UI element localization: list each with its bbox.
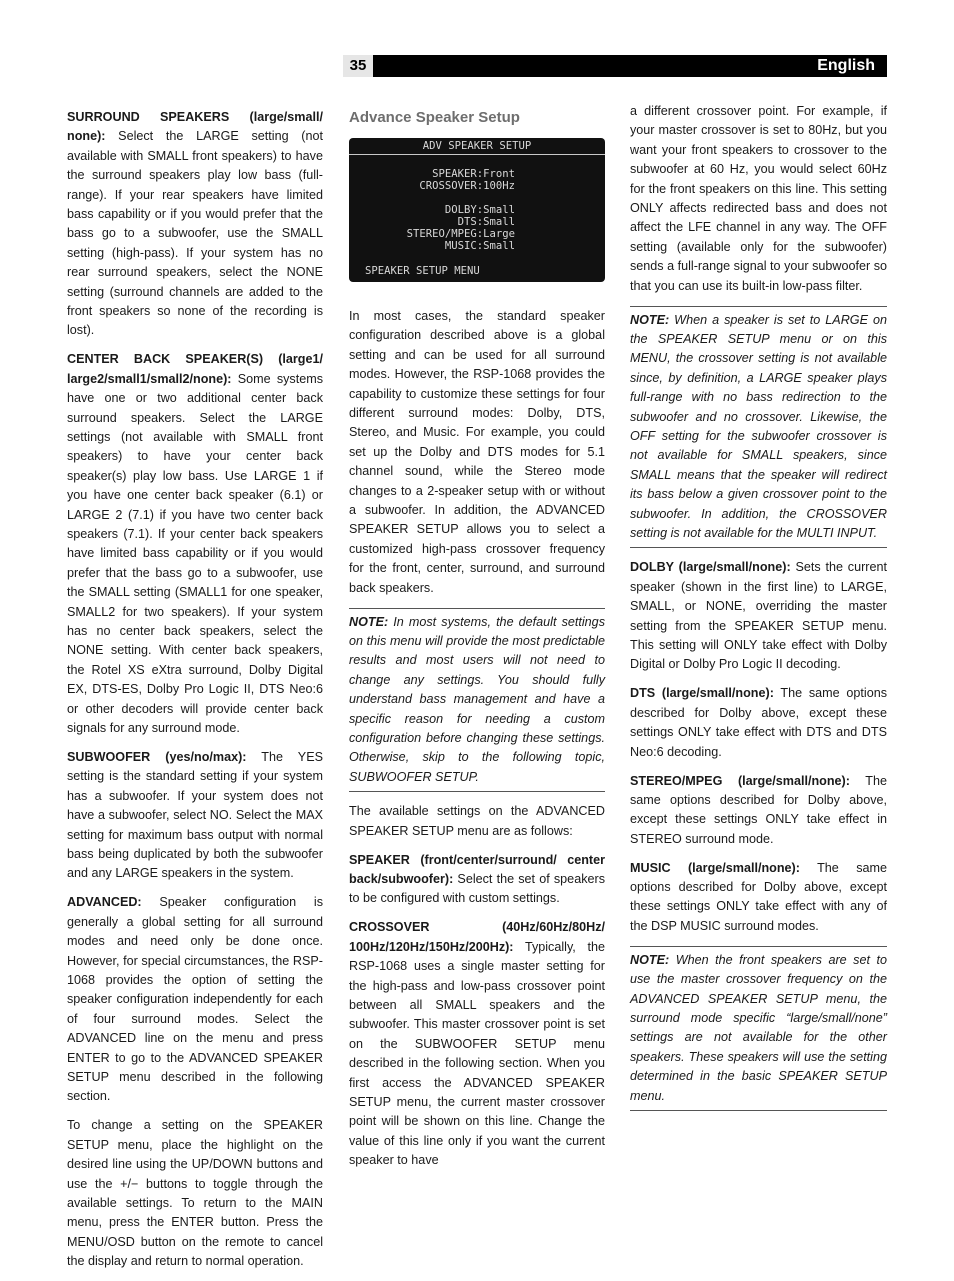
column-middle: [349, 108, 605, 1180]
language-label: English: [817, 57, 875, 74]
osd-line-stereo: STEREO/MPEG:Large: [406, 228, 515, 240]
text-music: The same options described for Dolby above, except these settings ONLY take effect with any of the DSP MUSIC surround modes.: [630, 860, 887, 933]
paragraph-dolby: [630, 558, 887, 674]
text-dts: The same options described for Dolby above, except these settings ONLY take effect with DTS and DTS Neo:6 decoding.: [630, 686, 887, 759]
heading-stereo: STEREO/MPEG (large/small/none):: [630, 773, 850, 788]
section-title: Advance Speaker Setup: [349, 109, 520, 126]
paragraph-intro: In most cases, the standard speaker configuration described above is a global setting and can be used for all surround modes. However, the RSP-1068 provides the capability to customize these settings for four different surround modes: Dolby, DTS, Stereo, and Music. For example, you could set up the Dolby and DTS modes for 5.1 channel sound, while the Stereo mode changes to a 2-speaker setup with or without a subwoofer. In addition, the ADVANCED SPEAKER SETUP allows you to select a customized high-pass crossover frequency for the front, center, surround, and surround back speakers.: [349, 309, 605, 595]
heading-surround: SURROUND SPEAKERS (large/small/ none):: [67, 110, 323, 144]
note-text: In most systems, the default settings on this menu will provide the most predictable results and most users will not need to change any settings. You should fully understand bass management and have a specific reason for needing a custom configuration before changing these settings. Otherwise, skip to the following topic, SUBWOOFER SETUP.: [349, 614, 605, 784]
heading-speaker: SPEAKER (front/center/surround/ center back/subwoofer):: [349, 852, 605, 886]
note-label: NOTE:: [349, 614, 389, 629]
osd-title: ADV SPEAKER SETUP: [422, 140, 532, 152]
text-crossover: Typically, the RSP-1068 uses a single master setting for the high-pass and low-pass crossover point between all SMALL speakers and the subwoofer. This master crossover point is set on the SUBWOOFER SETUP menu described in the following section. When you first access the ADVANCED SPEAKER SETUP menu, the current master crossover point will be shown on this line. Change the value of this line only if you want the current speaker to have: [349, 939, 605, 1168]
paragraph-stereo: [630, 772, 887, 850]
heading-center-back: CENTER BACK SPEAKER(S) (large1/ large2/small1/small2/none):: [67, 352, 323, 386]
paragraph-subwoofer: [67, 748, 323, 884]
paragraph-speaker: [349, 851, 605, 909]
paragraph-surround: [67, 108, 323, 341]
osd-screen: [349, 138, 605, 282]
osd-line-speaker: SPEAKER:Front: [432, 168, 515, 180]
column-right: [630, 102, 887, 1121]
paragraph-advanced: [67, 893, 323, 1106]
paragraph-music: [630, 859, 887, 937]
heading-advanced: ADVANCED:: [67, 895, 142, 910]
text-center-back: Some systems have one or two additional center back surround speakers. Select the LARGE settings (not available with SMALL front speakers) to have your center back speaker(s) play low bass. Use LARGE 1 if you have one center back speaker (6.1) or LARGE 2 (7.1) if you have two center back speakers (7.1). If your center back speakers have limited bass capability or if you would prefer that the bass go to a subwoofer, use the SMALL setting (SMALL1 for one speaker, SMALL2 for two speakers). If your system has no center back speakers, select the NONE setting. With center back speakers, the Rotel XS eXtra surround, Dolby Digital EX, DTS-ES, Dolby Pro Logic II, DTS Neo:6 or other decoders will provide center back signals for any surround mode.: [67, 371, 323, 736]
osd-footer: SPEAKER SETUP MENU: [365, 265, 480, 277]
text-dolby: Sets the current speaker (shown in the first line) to LARGE, SMALL, or NONE, overriding the master setting from the SPEAKER SETUP menu. This setting will ONLY take effect with Dolby Digital or Dolby Pro Logic II decoding.: [630, 560, 887, 672]
note-label: NOTE:: [630, 312, 670, 327]
paragraph-crossover-continued: a different crossover point. For example, if your master crossover is set to 80Hz, but you want your front speakers to crossover to the subwoofer at 60 Hz, you would select 60Hz for the front speakers on this line. This setting ONLY affects redirected bass and does not affect the LFE channel in any way. The OFF setting (available only for the subwoofer) sends a full-range signal to your subwoofer so that you can use its built-in low-pass filter.: [630, 104, 887, 293]
text-surround: Select the LARGE setting (not available with SMALL front speakers) to have the surround speakers play low bass (full-range). If your rear speakers have limited bass capability or if you would prefer that the bass go to a subwoofer, use the SMALL setting (high-pass). If your system has no rear surround speakers, select the NONE setting (surround channels are added to the front speakers so none of the recording is lost).: [67, 129, 323, 338]
paragraph-change-setting: To change a setting on the SPEAKER SETUP menu, place the highlight on the desired line using the UP/DOWN buttons and use the +/− buttons to toggle through the available settings. To return to the MAIN menu, press the ENTER button. Press the MENU/OSD button on the remote to cancel the display and return to normal operation.: [67, 1118, 323, 1269]
osd-line-crossover: CROSSOVER:100Hz: [419, 180, 515, 192]
osd-line-music: MUSIC:Small: [444, 240, 515, 252]
page-header-bar: [343, 55, 887, 77]
osd-divider: [349, 154, 605, 155]
heading-dts: DTS (large/small/none):: [630, 686, 774, 701]
heading-dolby: DOLBY (large/small/none):: [630, 560, 791, 575]
text-subwoofer: The YES setting is the standard setting if your system has a subwoofer. If your system does not have a subwoofer, select NO. Select the MAX setting for maximum bass output with normal bass being duplicated by both the subwoofer and any LARGE speakers in the system.: [67, 750, 324, 881]
note-text: When the front speakers are set to use the master crossover frequency on the ADVANCED SPEAKER SETUP menu, the surround mode specific “large/small/none” settings are not available for the other speakers. These speakers will use the setting determined in the basic SPEAKER SETUP menu.: [630, 952, 887, 1103]
note-label: NOTE:: [630, 952, 670, 967]
heading-crossover: CROSSOVER (40Hz/60Hz/80Hz/ 100Hz/120Hz/150Hz/200Hz):: [349, 920, 605, 954]
osd-line-dolby: DOLBY:Small: [444, 204, 515, 216]
note-box-front: [630, 946, 887, 1111]
paragraph-crossover: [349, 918, 605, 1170]
page-number: 35: [343, 55, 373, 77]
note-default: [349, 615, 605, 784]
heading-music: MUSIC (large/small/none):: [630, 860, 800, 875]
note-box-default: [349, 608, 605, 793]
text-stereo: The same options described for Dolby above, except these settings ONLY take effect in STEREO surround mode.: [630, 773, 887, 846]
note-text: When a speaker is set to LARGE on the SPEAKER SETUP menu or on this MENU, the crossover setting is not available since, by definition, a LARGE speaker plays full-range with no bass redirection to the subwoofer and no crossover. Likewise, the OFF setting for the subwoofer crossover is not available for SMALL speakers, since SMALL means that the speaker will redirect its bass below a given crossover point to the subwoofer. In addition, the CROSSOVER setting is not available for the MULTI INPUT.: [630, 312, 887, 541]
text-advanced: Speaker configuration is generally a global setting for all surround modes and need only be done once. However, for special circumstances, the RSP-1068 provides the option of setting the speaker configuration independently for each of four surround modes. Select the ADVANCED line on the menu and press ENTER to go to the ADVANCED SPEAKER SETUP menu described in the following section.: [67, 895, 323, 1104]
heading-subwoofer: SUBWOOFER (yes/no/max):: [67, 750, 247, 764]
text-speaker: Select the set of speakers to be configured with custom settings.: [349, 871, 605, 906]
note-front: [630, 953, 887, 1103]
column-left: [67, 108, 323, 1281]
paragraph-dts: [630, 684, 887, 762]
paragraph-available: The available settings on the ADVANCED SPEAKER SETUP menu are as follows:: [349, 804, 605, 838]
paragraph-center-back: [67, 350, 323, 738]
note-box-large: [630, 306, 887, 549]
osd-line-dts: DTS:Small: [457, 216, 515, 228]
note-large: [630, 313, 887, 540]
